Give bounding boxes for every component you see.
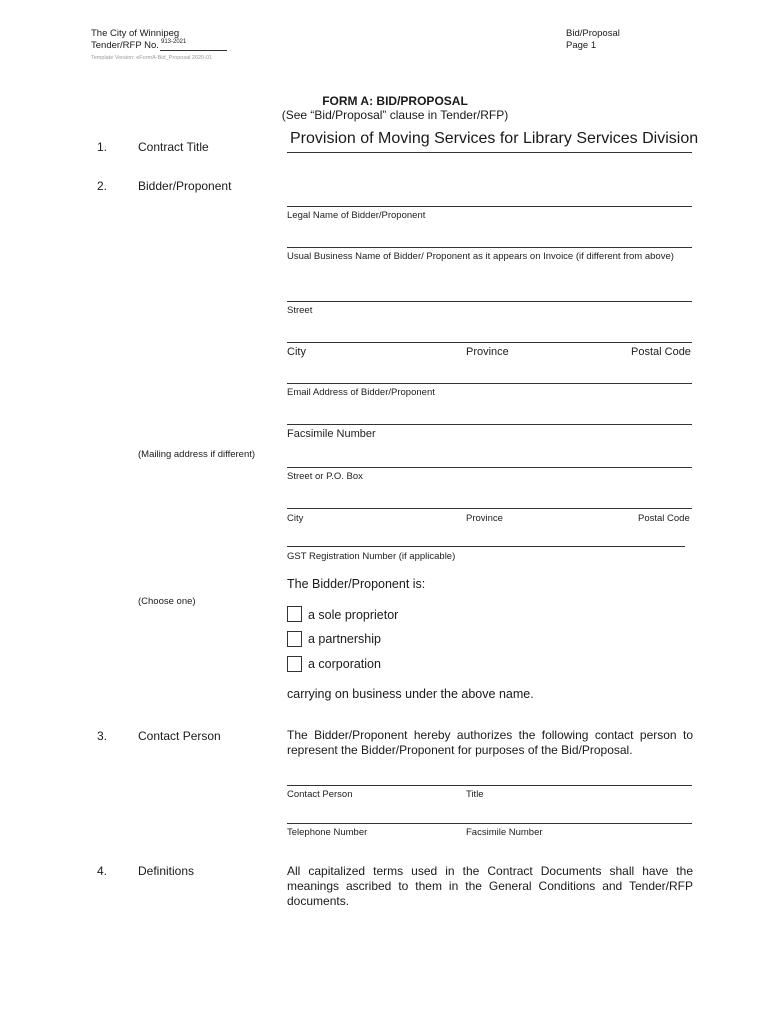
section-2-number: 2. xyxy=(97,179,108,193)
contract-title-line xyxy=(287,152,692,153)
fax-caption: Facsimile Number xyxy=(287,428,376,440)
doc-type: Bid/Proposal xyxy=(566,28,620,39)
contact-person-label: Contact Person xyxy=(138,729,221,743)
fax-field[interactable] xyxy=(287,424,692,425)
postal-caption: Postal Code xyxy=(631,346,691,358)
choose-one-note: (Choose one) xyxy=(138,596,196,607)
bidder-label: Bidder/Proponent xyxy=(138,179,232,193)
contract-title-label: Contract Title xyxy=(138,140,209,154)
postal2-caption: Postal Code xyxy=(638,513,690,524)
tender-number-line xyxy=(160,50,227,51)
telephone-field[interactable] xyxy=(287,823,692,824)
bidder-is-label: The Bidder/Proponent is: xyxy=(287,577,426,591)
province-caption: Province xyxy=(466,346,509,358)
contact-fax-caption: Facsimile Number xyxy=(466,827,543,838)
mailing-city-field[interactable] xyxy=(287,508,692,509)
page-number: Page 1 xyxy=(566,40,597,51)
gst-field[interactable] xyxy=(287,546,685,547)
telephone-caption: Telephone Number xyxy=(287,827,368,838)
usual-name-field[interactable] xyxy=(287,247,692,248)
section-1-number: 1. xyxy=(97,140,108,154)
sole-proprietor-label: a sole proprietor xyxy=(308,608,399,622)
form-title: FORM A: BID/PROPOSAL xyxy=(322,94,468,108)
sole-proprietor-checkbox[interactable] xyxy=(287,606,302,622)
legal-name-field[interactable] xyxy=(287,206,692,207)
street-po-field[interactable] xyxy=(287,467,692,468)
email-caption: Email Address of Bidder/Proponent xyxy=(287,387,435,398)
street-po-caption: Street or P.O. Box xyxy=(287,471,363,482)
section-4-number: 4. xyxy=(97,864,108,878)
partnership-label: a partnership xyxy=(308,632,381,646)
definitions-text: All capitalized terms used in the Contract Documents shall have the meanings ascribed to them in the General Conditions and Tender/RFP documents. xyxy=(287,864,693,908)
tender-number: 913-2021 xyxy=(161,39,187,45)
carrying-on-business-text: carrying on business under the above name. xyxy=(287,687,534,701)
corporation-label: a corporation xyxy=(308,657,381,671)
gst-caption: GST Registration Number (if applicable) xyxy=(287,551,456,562)
city2-caption: City xyxy=(287,513,304,524)
street-field[interactable] xyxy=(287,301,692,302)
tender-label: Tender/RFP No. xyxy=(91,40,159,51)
city-name: The City of Winnipeg xyxy=(91,28,180,39)
contact-authorization-text: The Bidder/Proponent hereby authorizes the following contact person to represent the Bidder/Proponent for purposes of the Bid/Proposal. xyxy=(287,728,693,757)
city-province-postal-field[interactable] xyxy=(287,342,692,343)
contact-title-caption: Title xyxy=(466,789,484,800)
definitions-label: Definitions xyxy=(138,864,195,878)
partnership-checkbox[interactable] xyxy=(287,631,302,647)
street-caption: Street xyxy=(287,305,313,316)
legal-name-caption: Legal Name of Bidder/Proponent xyxy=(287,210,426,221)
contact-person-caption: Contact Person xyxy=(287,789,353,800)
province2-caption: Province xyxy=(466,513,503,524)
email-field[interactable] xyxy=(287,383,692,384)
contract-title-value[interactable]: Provision of Moving Services for Library Services Division xyxy=(290,130,699,147)
city-caption: City xyxy=(287,346,306,358)
corporation-checkbox[interactable] xyxy=(287,656,302,672)
usual-name-caption: Usual Business Name of Bidder/ Proponent as it appears on Invoice (if different from above) xyxy=(287,251,674,262)
form-subtitle: (See “Bid/Proposal” clause in Tender/RFP) xyxy=(281,108,509,122)
template-version: Template Version: eFormA-Bid_Proposal 2020-01 xyxy=(91,55,213,61)
contact-person-field[interactable] xyxy=(287,785,692,786)
section-3-number: 3. xyxy=(97,729,108,743)
mailing-address-note: (Mailing address if different) xyxy=(138,449,256,460)
